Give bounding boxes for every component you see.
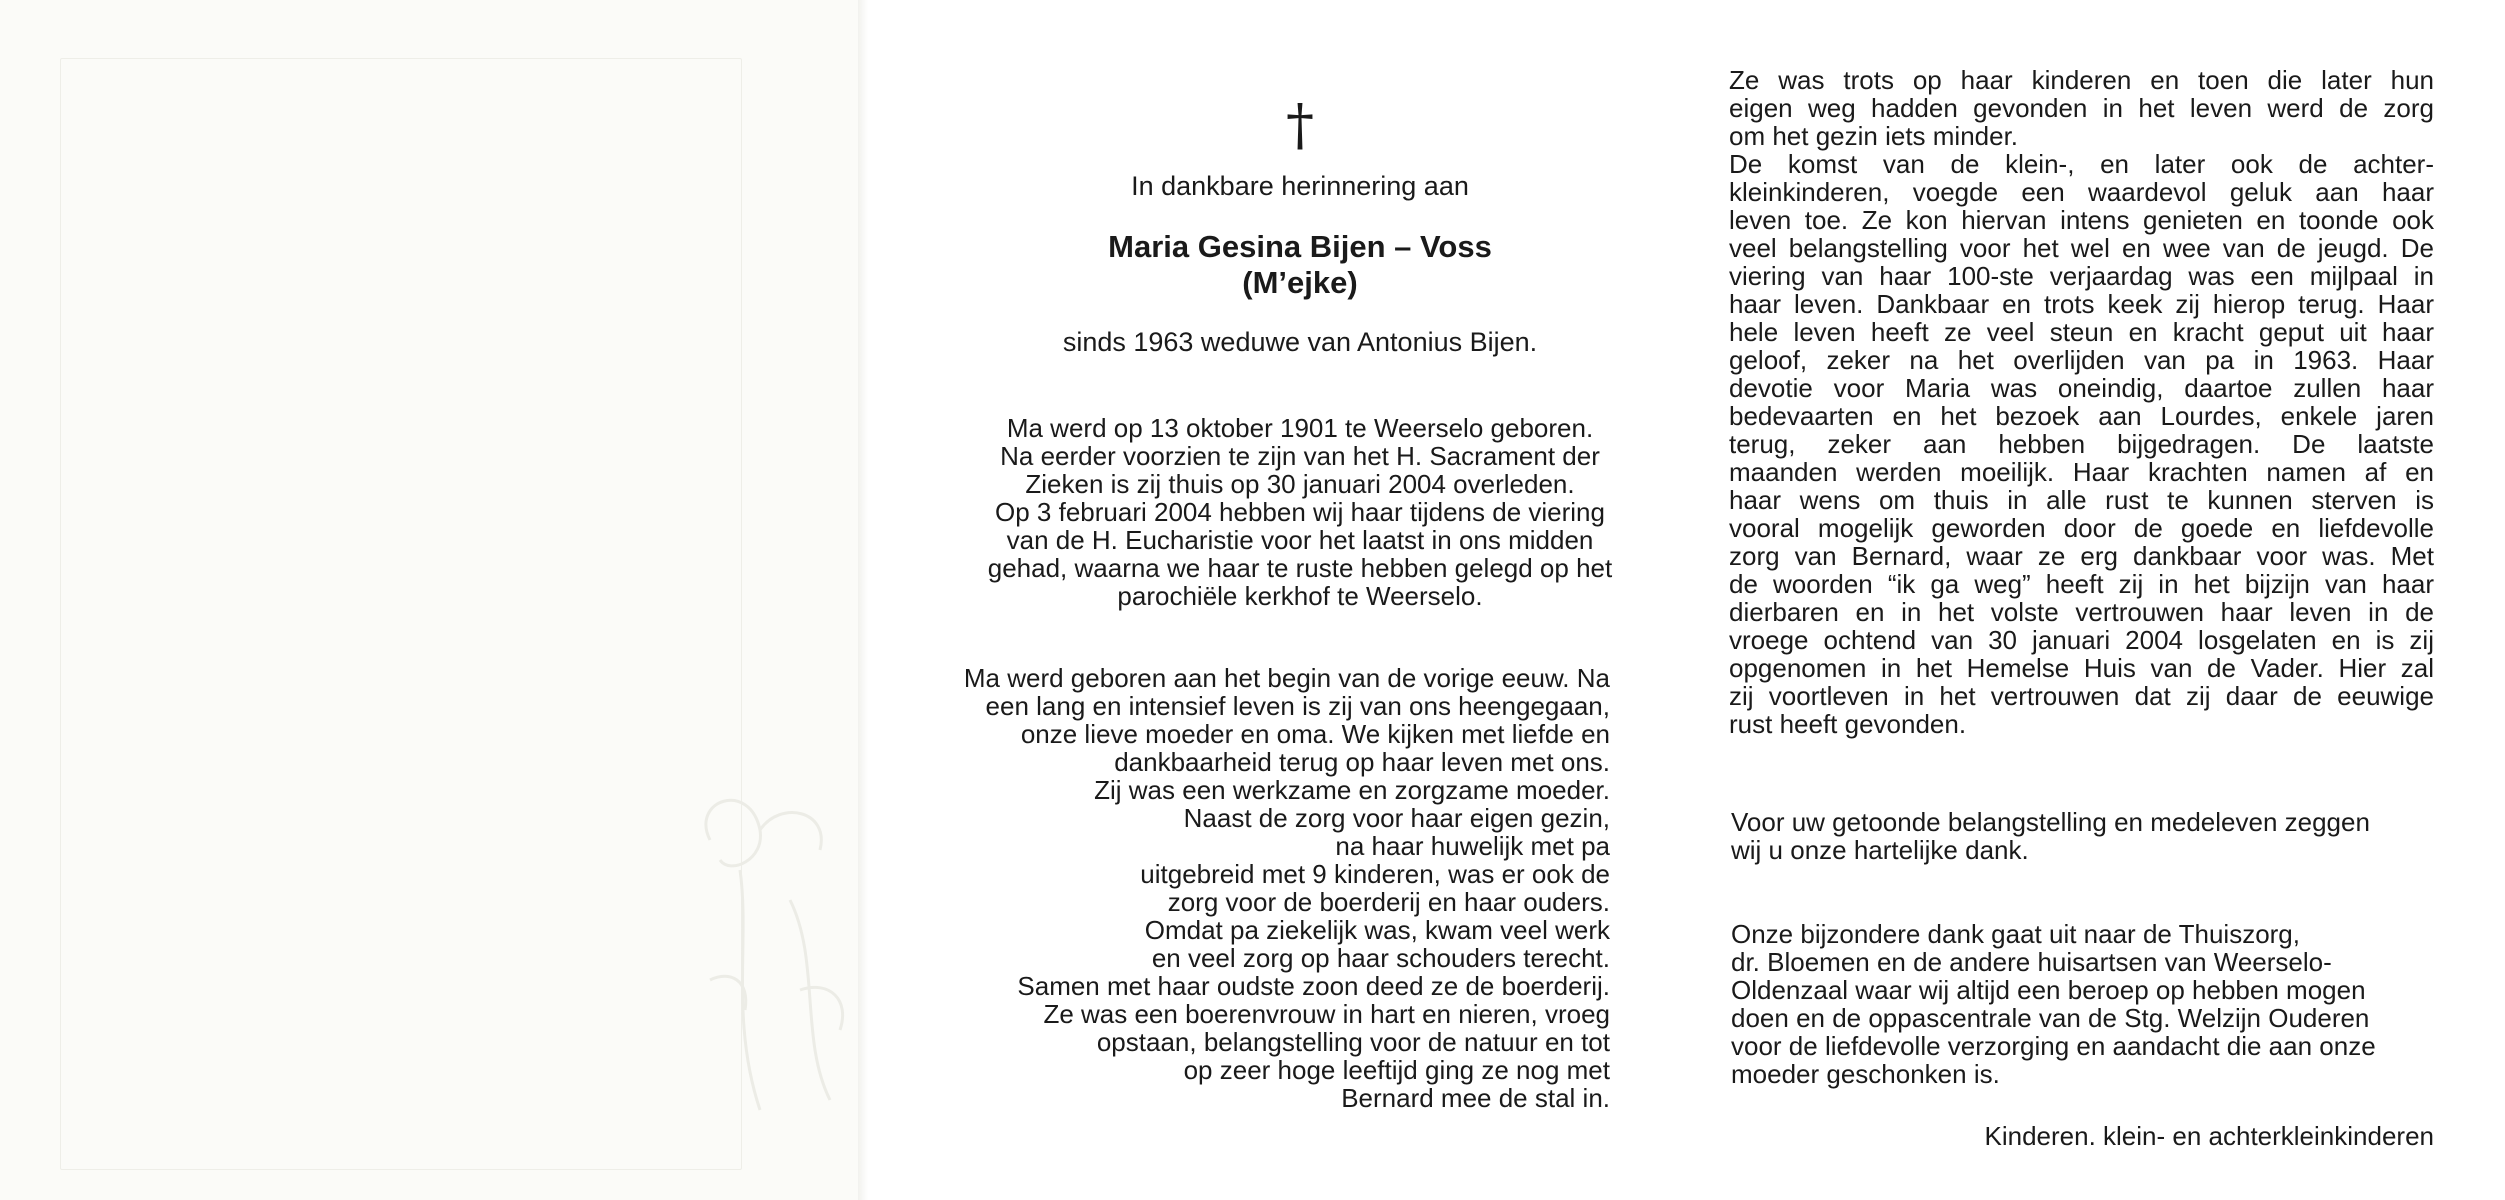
story-line: haar leven. Dankbaar en trots keek zij hierop terug. Haar <box>1729 289 2434 319</box>
special-thanks-paragraph <box>1731 920 2431 1088</box>
family-signature: Kinderen. klein- en achterkleinkinderen <box>1984 1121 2434 1151</box>
middle-column <box>900 0 1700 1200</box>
life-line: Ma werd geboren aan het begin van de vorige eeuw. Na <box>963 663 1610 693</box>
life-line: opstaan, belangstelling voor de natuur en tot <box>1096 1027 1610 1057</box>
death-paragraph <box>900 414 1700 610</box>
death-line: van de H. Eucharistie voor het laatst in ons midden <box>1006 525 1594 555</box>
death-line: Na eerder voorzien te zijn van het H. Sacrament der <box>1000 441 1600 471</box>
right-column <box>1729 0 2434 1200</box>
story-line: de woorden “ik ga weg” heeft zij in het bijzijn van haar <box>1729 569 2434 599</box>
life-line: Naast de zorg voor haar eigen gezin, <box>1183 803 1610 833</box>
fold-shadow <box>858 0 868 1200</box>
story-line: terug, zeker aan hebben bijgedragen. De laatste <box>1729 429 2434 459</box>
life-line: Zij was een werkzame en zorgzame moeder. <box>1094 775 1610 805</box>
thanks-line: wij u onze hartelijke dank. <box>1731 835 2029 865</box>
story-line: geloof, zeker na het overlijden van pa in 1963. Haar <box>1729 345 2434 375</box>
story-line: opgenomen in het Hemelse Huis van de Vader. Hier zal <box>1729 653 2434 683</box>
life-line: een lang en intensief leven is zij van ons heengegaan, <box>985 691 1610 721</box>
life-line: Omdat pa ziekelijk was, kwam veel werk <box>1144 915 1610 945</box>
death-line: Op 3 februari 2004 hebben wij haar tijdens de viering <box>995 497 1605 527</box>
life-line: uitgebreid met 9 kinderen, was er ook de <box>1140 859 1610 889</box>
life-line: na haar huwelijk met pa <box>1335 831 1610 861</box>
thanks-paragraph <box>1731 808 2431 864</box>
story-line: bedevaarten en het bezoek aan Lourdes, enkele jaren <box>1729 401 2434 431</box>
life-line: Samen met haar oudste zoon deed ze de boerderij. <box>1017 971 1610 1001</box>
death-line: Ma werd op 13 oktober 1901 te Weerselo geboren. <box>1006 413 1594 443</box>
deceased-nickname: (M’ejke) <box>1242 265 1358 300</box>
life-line: en veel zorg op haar schouders terecht. <box>1151 943 1610 973</box>
death-line: gehad, waarna we haar te ruste hebben gelegd op het <box>987 553 1613 583</box>
story-line: haar wens om thuis in alle rust te kunnen sterven is <box>1729 485 2434 515</box>
special-thanks-line: voor de liefdevolle verzorging en aandacht die aan onze <box>1731 1031 2376 1061</box>
special-thanks-line: Oldenzaal waar wij altijd een beroep op hebben mogen <box>1731 975 2366 1005</box>
story-line: maanden werden moeilijk. Haar krachten namen af en <box>1729 457 2434 487</box>
life-line: Bernard mee de stal in. <box>1341 1083 1610 1113</box>
story-line: Ze was trots op haar kinderen en toen die later hun <box>1729 65 2434 95</box>
death-line: Zieken is zij thuis op 30 januari 2004 overleden. <box>1025 469 1575 499</box>
life-paragraph <box>900 664 1610 1112</box>
story-line: veel belangstelling voor het wel en wee van de jeugd. De <box>1729 233 2434 263</box>
life-line: dankbaarheid terug op haar leven met ons. <box>1114 747 1610 777</box>
intro-text: In dankbare herinnering aan <box>1131 171 1469 201</box>
embossed-lily-decoration <box>650 780 910 1120</box>
story-line: eigen weg hadden gevonden in het leven werd de zorg <box>1729 93 2434 123</box>
story-line: De komst van de klein-, en later ook de achter- <box>1729 149 2434 179</box>
life-line: Ze was een boerenvrouw in hart en nieren, vroeg <box>1043 999 1610 1029</box>
life-line: op zeer hoge leeftijd ging ze nog met <box>1183 1055 1610 1085</box>
story-line: devotie voor Maria was oneindig, daartoe zullen haar <box>1729 373 2434 403</box>
thanks-line: Voor uw getoonde belangstelling en medeleven zeggen <box>1731 807 2370 837</box>
story-paragraph <box>1729 66 2434 738</box>
story-line: vooral mogelijk geworden door de goede en liefdevolle <box>1729 513 2434 543</box>
story-line: viering van haar 100-ste verjaardag was een mijlpaal in <box>1729 261 2434 291</box>
special-thanks-line: moeder geschonken is. <box>1731 1059 2000 1089</box>
story-line: kleinkinderen, voegde een waardevol geluk aan haar <box>1729 177 2434 207</box>
story-line: rust heeft gevonden. <box>1729 709 1967 739</box>
special-thanks-line: dr. Bloemen en de andere huisartsen van Weerselo- <box>1731 947 2332 977</box>
life-line: onze lieve moeder en oma. We kijken met liefde en <box>1020 719 1610 749</box>
special-thanks-line: doen en de oppascentrale van de Stg. Welzijn Ouderen <box>1731 1003 2370 1033</box>
deceased-name: Maria Gesina Bijen – Voss <box>1108 229 1492 264</box>
story-line: zij voortleven in het vertrouwen dat zij daar de eeuwige <box>1729 681 2434 711</box>
life-line: zorg voor de boerderij en haar ouders. <box>1167 887 1610 917</box>
story-line: zorg van Bernard, waar ze erg dankbaar voor was. Met <box>1729 541 2434 571</box>
death-line: parochiële kerkhof te Weerselo. <box>1117 581 1483 611</box>
left-cover-panel <box>0 0 862 1200</box>
story-line: dierbaren en in het volste vertrouwen haar leven in de <box>1729 597 2434 627</box>
story-line: leven toe. Ze kon hiervan intens genieten en toonde ook <box>1729 205 2434 235</box>
widow-text: sinds 1963 weduwe van Antonius Bijen. <box>1062 327 1538 357</box>
story-line: om het gezin iets minder. <box>1729 121 2019 151</box>
cross-icon: † <box>1286 93 1314 158</box>
card-border <box>60 58 742 1170</box>
story-line: vroege ochtend van 30 januari 2004 losgelaten en is zij <box>1729 625 2434 655</box>
special-thanks-line: Onze bijzondere dank gaat uit naar de Thuiszorg, <box>1731 919 2300 949</box>
story-line: hele leven heeft ze veel steun en kracht geput uit haar <box>1729 317 2434 347</box>
